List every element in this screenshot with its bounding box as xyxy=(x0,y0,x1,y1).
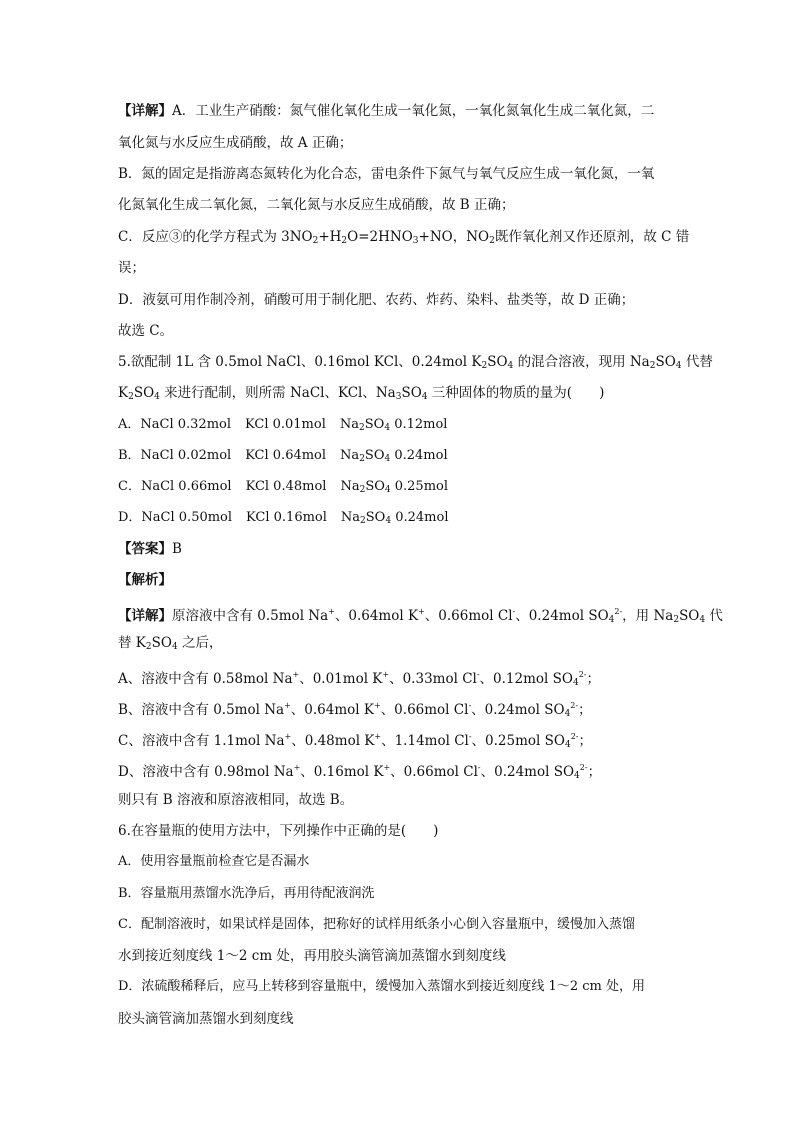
subscript: 2 xyxy=(649,361,656,371)
option-text: SO xyxy=(364,417,385,432)
row-part: ； xyxy=(578,702,592,718)
subscript: 4 xyxy=(675,361,682,371)
row-part: 、0.66mol Cl xyxy=(390,764,478,780)
row-part: ； xyxy=(587,764,602,780)
subscript: 3 xyxy=(395,392,402,402)
subscript: 2 xyxy=(481,361,488,371)
answer-value: B xyxy=(172,541,182,557)
option-b[interactable] xyxy=(118,446,678,468)
q6-option-c-line-2 xyxy=(118,946,678,968)
q6-option-c-text: C．配制溶液时，如果试样是固体，把称好的试样用纸条小心倒入容量瓶中，缓慢加入蒸馏 xyxy=(118,917,635,932)
q5-detail-row-d xyxy=(118,758,678,780)
superscript: + xyxy=(374,732,382,741)
q5-conclusion xyxy=(118,790,678,812)
subscript: 2 xyxy=(128,392,134,402)
superscript: + xyxy=(328,607,335,616)
row-part: D、溶液中含有 0.98mol Na xyxy=(118,764,294,780)
subscript: 4 xyxy=(564,740,571,750)
row-part: 、0.66mol Cl xyxy=(380,702,469,718)
row-part: A、溶液中含有 0.58mol Na xyxy=(118,671,293,687)
option-c[interactable] xyxy=(118,477,678,499)
subscript: 2 xyxy=(673,615,680,625)
row-part: 、0.01mol K xyxy=(299,671,383,687)
subscript: 4 xyxy=(507,361,514,371)
subscript: 4 xyxy=(385,516,392,526)
q5-detail-line-1 xyxy=(118,602,723,625)
superscript: + xyxy=(382,670,390,679)
q6-option-d-line-2 xyxy=(118,1009,678,1031)
superscript: - xyxy=(468,701,472,710)
superscript: 2- xyxy=(579,763,588,772)
option-text: SO xyxy=(365,479,385,494)
option-text: KCl 0.16mol xyxy=(246,510,327,525)
subscript: 4 xyxy=(171,642,178,652)
subscript: 2 xyxy=(359,485,366,495)
option-text: KCl 0.64mol xyxy=(245,448,327,463)
detail-d-conclusion: 故选 C。 xyxy=(118,323,174,339)
detail-label: 【详解】 xyxy=(118,103,172,119)
subscript: 2 xyxy=(359,454,365,464)
conclusion-text: 则只有 B 溶液和原溶液相同，故选 B。 xyxy=(118,792,354,808)
subscript: 2 xyxy=(359,423,365,433)
superscript: + xyxy=(418,607,425,616)
subscript: 4 xyxy=(384,423,391,433)
superscript: + xyxy=(284,732,292,741)
q5-part: 的混合溶液，现用 Na xyxy=(513,354,650,370)
q5-part: 代替 xyxy=(681,354,713,370)
detail-part: SO xyxy=(151,635,172,651)
option-a[interactable] xyxy=(118,415,678,437)
subscript: 2 xyxy=(360,516,366,526)
q5-part: SO xyxy=(655,354,676,370)
detail-a-text: A．工业生产硝酸：氮气催化氧化生成一氧化氮，一氧化氮氧化生成二氧化氮，二 xyxy=(172,103,655,119)
superscript: + xyxy=(284,701,291,710)
q5-detail-line-2 xyxy=(118,633,678,655)
detail-part: 、0.66mol Cl xyxy=(424,608,513,624)
subscript: 4 xyxy=(421,392,428,402)
q5-detail-row-c xyxy=(118,727,678,749)
q5-part: SO xyxy=(401,385,422,401)
detail-part: 、0.64mol K xyxy=(334,608,419,624)
row-part: 、0.33mol Cl xyxy=(389,671,477,687)
detail-part: 替 K xyxy=(118,635,146,651)
q5-part: SO xyxy=(487,354,508,370)
option-text: A．NaCl 0.32mol xyxy=(118,417,232,432)
q6-option-d-text: D．浓硫酸稀释后，应马上转移到容量瓶中，缓慢加入蒸馏水到接近刻度线 1～2 cm 处，用 xyxy=(118,979,645,994)
detail-d-line-2 xyxy=(118,321,678,343)
detail-part: 之后， xyxy=(177,635,223,651)
detail-c-text-cont: 误； xyxy=(118,260,145,276)
q5-part: 5.欲配制 1L 含 0.5mol NaCl、0.16mol KCl、0.24mol K xyxy=(118,354,482,370)
subscript: 4 xyxy=(154,392,160,402)
detail-part: 代 xyxy=(705,608,723,624)
q5-detail-row-b xyxy=(118,696,678,718)
subscript: 2 xyxy=(489,236,495,246)
superscript: 2- xyxy=(570,732,579,741)
detail-part: ，用 Na xyxy=(622,608,674,624)
subscript: 3 xyxy=(412,236,419,246)
q6-option-c-line-1[interactable] xyxy=(118,915,678,937)
detail-a-line-1 xyxy=(118,101,678,123)
q6-option-a[interactable] xyxy=(118,852,678,874)
option-text: Na xyxy=(340,510,361,525)
row-part: 、1.14mol Cl xyxy=(381,733,469,749)
q5-part: SO xyxy=(133,385,155,401)
answer-line xyxy=(118,539,678,561)
q6-option-a-text: A．使用容量瓶前检查它是否漏水 xyxy=(118,854,310,869)
q5-part: 三种固体的物质的量为( ) xyxy=(427,385,605,401)
detail-c-part: 既作氧化剂又作还原剂，故 C 错 xyxy=(494,229,690,245)
subscript: 4 xyxy=(608,615,615,625)
q6-option-b[interactable] xyxy=(118,884,678,906)
subscript: 4 xyxy=(572,678,579,688)
option-text: C．NaCl 0.66mol xyxy=(118,479,232,494)
detail-part: SO xyxy=(679,608,700,624)
option-text: 0.24mol xyxy=(391,510,449,525)
detail-c-part: O=2HNO xyxy=(347,229,413,245)
q5-part: 来进行配制，则所需 NaCl、KCl、Na xyxy=(159,385,396,401)
subscript: 4 xyxy=(384,485,391,495)
subscript: 4 xyxy=(699,615,706,625)
row-part: 、0.24mol SO xyxy=(471,702,565,718)
detail-d-line-1 xyxy=(118,290,678,312)
subscript: 2 xyxy=(341,236,348,246)
superscript: + xyxy=(293,763,301,772)
q6-option-b-text: B．容量瓶用蒸馏水洗净后，再用待配液润洗 xyxy=(118,886,375,901)
subscript: 2 xyxy=(145,642,152,652)
q5-part: K xyxy=(118,385,129,401)
detail-a-line-2 xyxy=(118,133,678,155)
superscript: + xyxy=(383,763,391,772)
question-6-stem xyxy=(118,821,678,843)
superscript: - xyxy=(477,763,481,772)
detail-b-text: B．氮的固定是指游离态氮转化为化合态，雷电条件下氮气与氧气反应生成一氧化氮，一氧 xyxy=(118,166,655,182)
question-5-stem-line-1 xyxy=(118,352,713,374)
option-text: 0.25mol xyxy=(390,479,449,494)
superscript: - xyxy=(512,607,516,616)
detail-c-part: +H xyxy=(318,229,342,245)
q6-option-d-line-1[interactable] xyxy=(118,977,678,999)
subscript: 4 xyxy=(384,454,391,464)
q5-detail-row-a xyxy=(118,665,678,687)
row-part: 、0.16mol K xyxy=(300,764,384,780)
row-part: 、0.48mol K xyxy=(291,733,375,749)
detail-c-line-2 xyxy=(118,258,678,280)
detail-b-line-1 xyxy=(118,164,678,186)
detail-c-line-1 xyxy=(118,227,690,249)
option-text: Na xyxy=(340,448,360,463)
subscript: 4 xyxy=(564,709,571,719)
option-d[interactable] xyxy=(118,508,678,530)
q6-option-d-text-cont: 胶头滴管滴加蒸馏水到刻度线 xyxy=(118,1011,294,1027)
superscript: 2- xyxy=(614,607,623,616)
superscript: 2- xyxy=(570,701,579,710)
superscript: - xyxy=(468,732,472,741)
subscript: 2 xyxy=(312,236,319,246)
row-part: 、0.64mol K xyxy=(290,702,374,718)
row-part: C、溶液中含有 1.1mol Na xyxy=(118,733,285,749)
row-part: 、0.25mol SO xyxy=(471,733,565,749)
row-part: 、0.12mol SO xyxy=(479,671,573,687)
q6-stem-text: 6.在容量瓶的使用方法中，下列操作中正确的是( ) xyxy=(118,823,439,839)
option-text: Na xyxy=(339,417,360,432)
option-text: D．NaCl 0.50mol xyxy=(118,510,233,525)
question-5-stem-line-2 xyxy=(118,383,678,405)
answer-label: 【答案】 xyxy=(118,541,172,557)
analysis-line xyxy=(118,570,678,592)
detail-d-text: D．液氨可用作制冷剂，硝酸可用于制化肥、农药、炸药、染料、盐类等，故 D 正确； xyxy=(118,292,635,308)
superscript: 2- xyxy=(578,670,587,679)
detail-label: 【详解】 xyxy=(118,608,172,624)
detail-c-part: +NO，NO xyxy=(418,229,490,245)
subscript: 4 xyxy=(574,771,580,781)
option-text: KCl 0.01mol xyxy=(245,417,326,432)
analysis-label: 【解析】 xyxy=(118,572,172,588)
detail-b-line-2 xyxy=(118,195,678,217)
option-text: 0.24mol xyxy=(390,448,448,463)
detail-part: 原溶液中含有 0.5mol Na xyxy=(172,608,329,624)
detail-a-text-cont: 氧化氮与水反应生成硝酸，故 A 正确； xyxy=(118,135,353,151)
option-text: Na xyxy=(340,479,360,494)
option-text: SO xyxy=(364,448,385,463)
detail-c-part: C．反应③的化学方程式为 3NO xyxy=(118,229,313,245)
superscript: + xyxy=(373,701,381,710)
option-text: 0.12mol xyxy=(390,417,448,432)
row-part: ； xyxy=(586,671,600,687)
option-text: KCl 0.48mol xyxy=(245,479,327,494)
row-part: 、0.24mol SO xyxy=(480,764,575,780)
detail-part: 、0.24mol SO xyxy=(515,608,609,624)
superscript: - xyxy=(476,670,480,679)
row-part: ； xyxy=(578,733,592,749)
q6-option-c-text-cont: 水到接近刻度线 1～2 cm 处，再用胶头滴管滴加蒸馏水到刻度线 xyxy=(118,948,506,964)
option-text: SO xyxy=(365,510,386,525)
option-text: B．NaCl 0.02mol xyxy=(118,448,232,463)
row-part: B、溶液中含有 0.5mol Na xyxy=(118,702,285,718)
detail-b-text-cont: 化氮氧化生成二氧化氮，二氧化氮与水反应生成硝酸，故 B 正确； xyxy=(118,197,515,213)
superscript: + xyxy=(292,670,300,679)
